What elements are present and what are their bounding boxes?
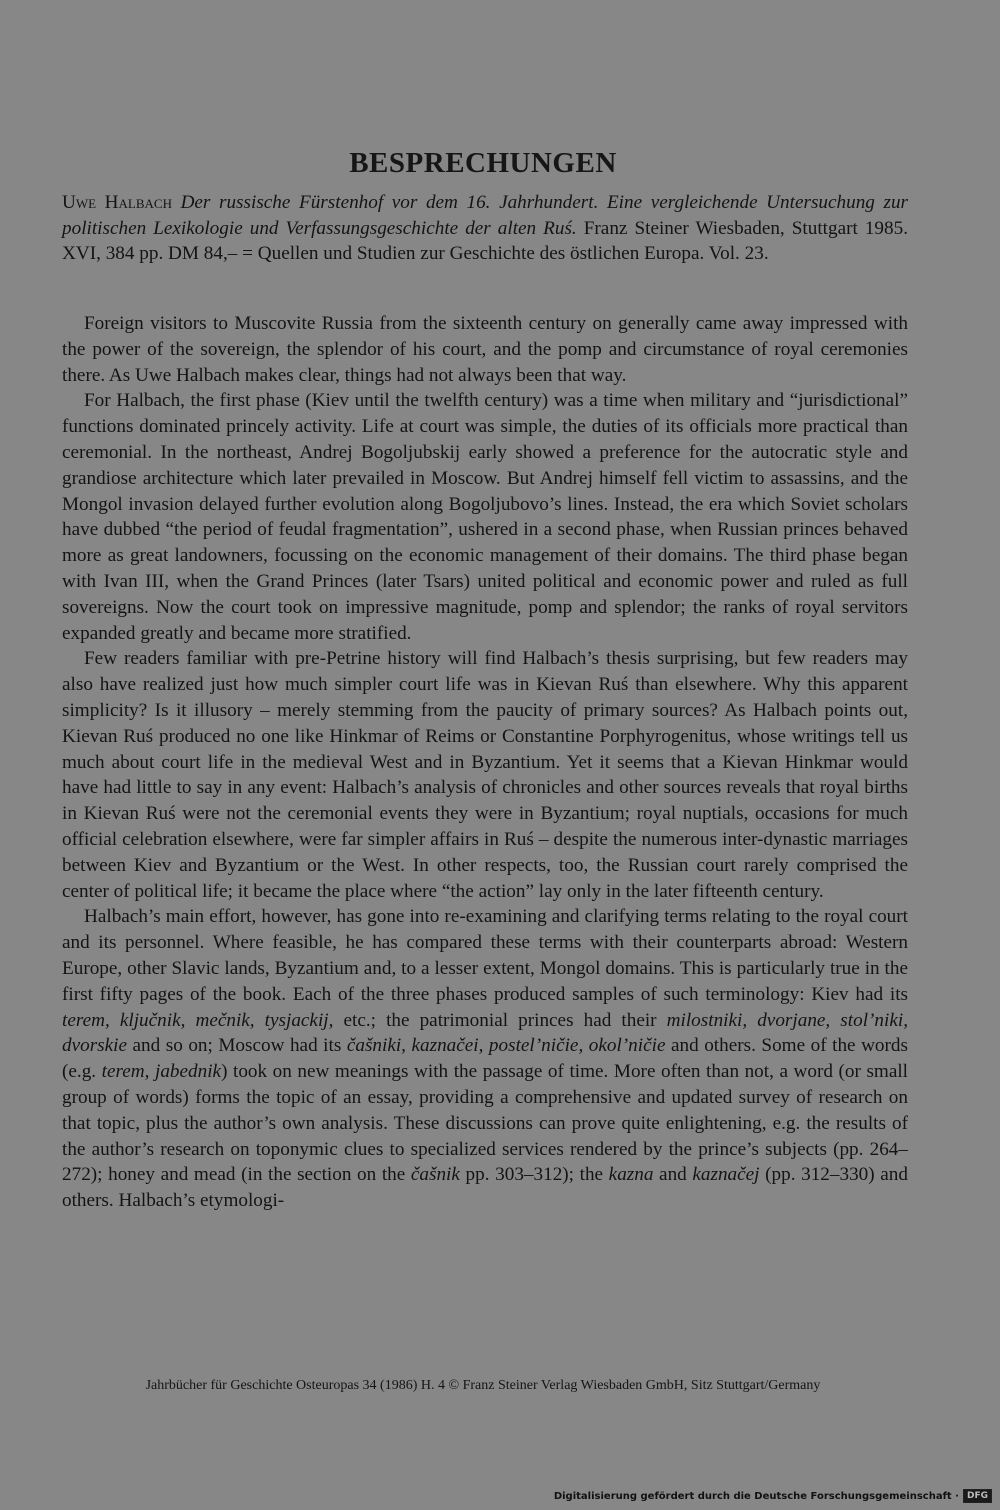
page-title: BESPRECHUNGEN xyxy=(349,147,617,180)
review-paragraph xyxy=(62,904,908,1214)
italic-term: milostniki, dvorjane, stol’niki, dvorskie xyxy=(62,1009,908,1057)
text-run: and so on; Moscow had its xyxy=(127,1035,347,1057)
italic-term: kazna xyxy=(608,1164,654,1186)
review-body xyxy=(62,311,908,1214)
italic-term: terem, jabednik xyxy=(101,1061,222,1083)
italic-term: terem, ključnik, mečnik, tysjackij, xyxy=(62,1009,334,1031)
text-run: Foreign visitors to Muscovite Russia from the sixteenth century on generally came away impressed with the power of the sovereign, the splendor of his court, and the pomp and circumstance of royal ceremonies there. As Uwe Halbach makes clear, things had not always been that way. xyxy=(62,313,908,386)
citation-author: Uwe Halbach xyxy=(62,192,172,213)
citation-details: Franz Steiner Wiesbaden, Stuttgart 1985. XVI, 384 pp. DM 84,– = Quellen und Studien zur Geschichte des östlichen Europa. Vol. 23. xyxy=(62,217,909,265)
text-run: Few readers familiar with pre-Petrine history will find Halbach’s thesis surprising, but few readers may also have realized just how much simpler court life was in Kievan Ruś than elsewhere. Why this apparent simplicity? Is it illusory – merely stemming from the paucity of primary sources? As Halbach points out, Kievan Ruś produced no one like Hinkmar of Reims or Constantine Porphyrogenitus, whose writings tell us much about court life in the medieval West and in Byzantium. Yet it seems that a Kievan Hinkmar would have had little to say in any event: Halbach’s analysis of chronicles and other sources reveals that royal births in Kievan Ruś were not the ceremonial events they were in Byzantium; royal nuptials, occasions for much official celebration elsewhere, were far simpler affairs in Ruś – despite the numerous inter-dynastic marriages between Kiev and Byzantium or the West. In other respects, too, the Russian court rarely comprised the center of political life; it became the place where “the action” lay only in the later fifteenth century. xyxy=(62,648,908,902)
text-run: Halbach’s main effort, however, has gone into re-examining and clarifying terms relating to the royal court and its personnel. Where feasible, he has compared these terms with their counterparts abroad: Western Europe, other Slavic lands, Byzantium and, to a lesser extent, Mongol domains. This is particularly true in the first fifty pages of the book. Each of the three phases produced samples of such terminology: Kiev had its xyxy=(62,906,908,1005)
text-run: pp. 303–312); the xyxy=(459,1164,609,1186)
journal-footer: Jahrbücher für Geschichte Osteuropas 34 (1986) H. 4 © Franz Steiner Verlag Wiesbaden GmbH, Sitz Stuttgart/Germany xyxy=(145,1378,821,1393)
italic-term: čašniki, kaznačei, postel’ničie, okol’ničie xyxy=(346,1035,666,1057)
citation-book-title: Der russische Fürstenhof vor dem 16. Jahrhundert. Eine vergleichende Untersuchung zur politischen Lexikologie und Verfassungsgeschichte der alten Ruś. xyxy=(62,192,909,239)
italic-term: kaznačej xyxy=(692,1164,760,1186)
dfg-logo: DFG xyxy=(963,1489,992,1503)
text-run: etc.; the patrimonial princes had their xyxy=(333,1009,667,1031)
review-paragraph xyxy=(62,388,908,646)
text-run: and others. Some of the words (e.g. xyxy=(62,1035,908,1083)
digitization-notice-text: Digitalisierung gefördert durch die Deutsche Forschungsgemeinschaft · xyxy=(553,1490,959,1502)
italic-term: čašnik xyxy=(410,1164,460,1186)
book-citation xyxy=(62,190,908,267)
text-run: and xyxy=(653,1164,693,1186)
text-run: (pp. 312–330) and others. Halbach’s etymologi- xyxy=(62,1164,908,1212)
text-run: ) took on new meanings with the passage of time. More often than not, a word (or small group of words) forms the topic of an essay, providing a comprehensive and updated survey of research on that topic, plus the author’s own analysis. These discussions can prove quite enlightening, e.g. the results of the author’s research on toponymic clues to specialized services rendered by the prince’s subjects (pp. 264–272); honey and mead (in the section on the xyxy=(62,1061,909,1186)
review-paragraph xyxy=(62,311,908,388)
review-paragraph xyxy=(62,646,908,904)
digitization-notice xyxy=(554,1489,992,1503)
text-run: For Halbach, the first phase (Kiev until the twelfth century) was a time when military and “jurisdictional” functions dominated princely activity. Life at court was simple, the duties of its officials more practical than ceremonial. In the northeast, Andrej Bogoljubskij early showed a preference for the autocratic style and grandiose architecture which later prevailed in Moscow. But Andrej himself fell victim to assassins, and the Mongol invasion delayed further evolution along Bogoljubovo’s lines. Instead, the era which Soviet scholars have dubbed “the period of feudal fragmentation”, ushered in a second phase, when Russian princes behaved more as great landowners, focussing on the economic management of their domains. The third phase began with Ivan III, when the Grand Princes (later Tsars) united political and economic power and ruled as full sovereigns. Now the court took on impressive magnitude, pomp and splendor; the ranks of royal servitors expanded greatly and became more stratified. xyxy=(62,390,908,644)
